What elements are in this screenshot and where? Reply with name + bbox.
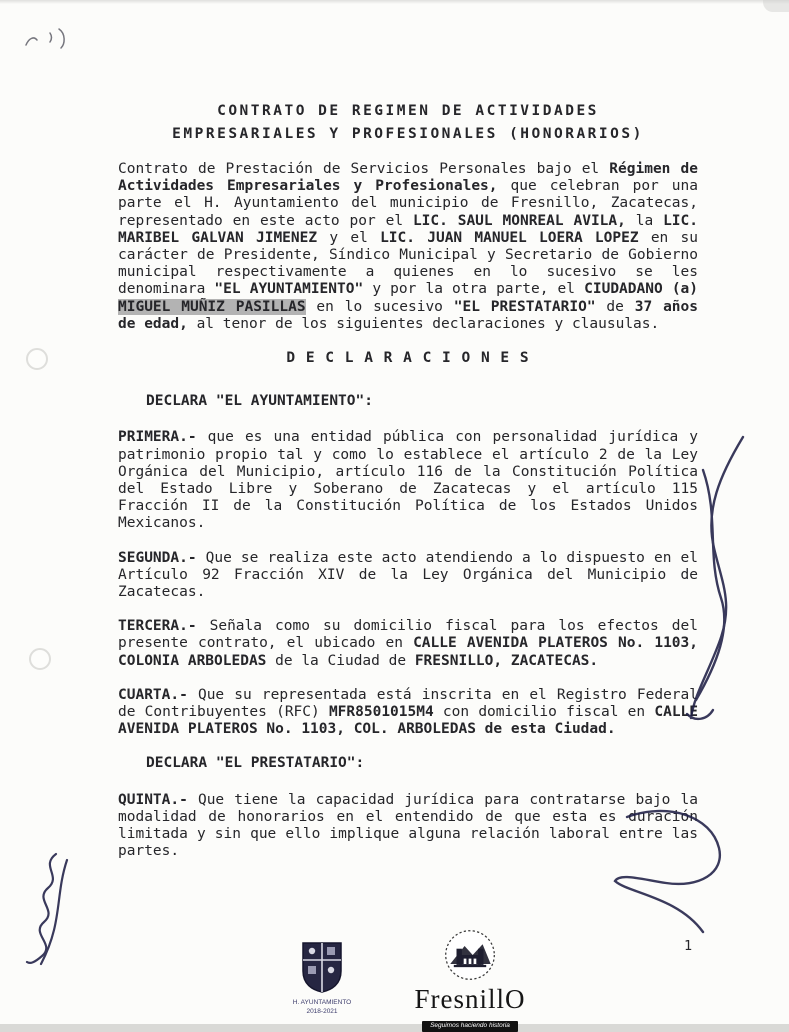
document-title bbox=[118, 100, 698, 146]
page-number: 1 bbox=[684, 938, 693, 954]
clause-primera: PRIMERA.- que es una entidad pública con personalidad jurídica y patrimonio propio tal y como lo establece el artículo 2 de la Ley Orgánica del Municipio, artículo 116 de la Constitución Política del Estado Libre y Soberano de Zacatecas y el artículo 115 Fracción II de la Constitución Política de los Estados Unidos Mexicanos. bbox=[118, 429, 698, 532]
document-body bbox=[118, 100, 698, 878]
declara-ayuntamiento-heading: DECLARA "EL AYUNTAMIENTO": bbox=[146, 393, 373, 410]
footer bbox=[0, 926, 789, 1029]
ayuntamiento-seal-group bbox=[292, 940, 352, 1015]
fresnillo-logo-group bbox=[386, 928, 554, 1032]
declara-prestatario-heading: DECLARA "EL PRESTATARIO": bbox=[146, 755, 365, 772]
seal-caption-line-2: 2018-2021 bbox=[306, 1007, 338, 1015]
pen-marks-top-left bbox=[26, 29, 64, 48]
clause-quinta: QUINTA.- Que tiene la capacidad jurídica para contratarse bajo la modalidad de honorarios en el entendido de que esta es duración limitada y sin que ello implique alguna relación laboral entre las partes. bbox=[118, 791, 698, 860]
clause-tercera: TERCERA.- Señala como su domicilio fiscal para los efectos del presente contrato, el ubicado en CALLE AVENIDA PLATEROS No. 1103, COLONIA ARBOLEDAS de la Ciudad de FRESNILLO, ZACATECAS. bbox=[118, 618, 698, 669]
hole-punch-top bbox=[26, 348, 48, 370]
seal-caption-line-1: H. AYUNTAMIENTO bbox=[292, 999, 352, 1006]
scan-edge-artifact bbox=[0, 0, 789, 4]
fresnillo-tagline: Seguimos haciendo historia bbox=[422, 1021, 518, 1032]
title-line-1: CONTRATO DE REGIMEN DE ACTIVIDADES bbox=[217, 103, 599, 119]
declaraciones-heading: D E C L A R A C I O N E S bbox=[286, 350, 530, 367]
clause-cuarta: CUARTA.- Que su representada está inscrita en el Registro Federal de Contribuyentes (RFC) MFR8501015M4 con domicilio fiscal en CALLE AVENIDA PLATEROS No. 1103, COL. ARBOLEDAS de esta Ciudad. bbox=[118, 686, 699, 738]
title-line-2: EMPRESARIALES Y PROFESIONALES (HONORARIOS) bbox=[172, 126, 644, 142]
hole-punch-bottom bbox=[29, 648, 51, 670]
clause-segunda: SEGUNDA.- Que se realiza este acto atendiendo a lo dispuesto en el Artículo 92 Fracción XIV de la Ley Orgánica del Municipio de Zacatecas. bbox=[118, 549, 698, 601]
coat-of-arms-icon bbox=[300, 940, 344, 994]
intro-paragraph: Contrato de Prestación de Servicios Personales bajo el Régimen de Actividades Empresariales y Profesionales, que celebran por una parte el H. Ayuntamiento del municipio de Fresnillo, Zacatecas, representado en este acto por el LIC. SAUL MONREAL AVILA, la LIC. MARIBEL GALVAN JIMENEZ y el LIC. JUAN MANUEL LOERA LOPEZ en su carácter de Presidente, Síndico Municipal y Secretario de Gobierno municipal respectivamente a quienes en lo sucesivo se les denominara "EL AYUNTAMIENTO" y por la otra parte, el CIUDADANO (a) MIGUEL MUÑIZ PASILLAS en lo sucesivo "EL PRESTATARIO" de 37 años de edad, al tenor de los siguientes declaraciones y clausulas. bbox=[118, 161, 699, 332]
fresnillo-wordmark: FresnillO bbox=[414, 984, 526, 1014]
fresnillo-emblem-icon bbox=[443, 928, 497, 982]
scan-corner-artifact bbox=[763, 0, 789, 12]
